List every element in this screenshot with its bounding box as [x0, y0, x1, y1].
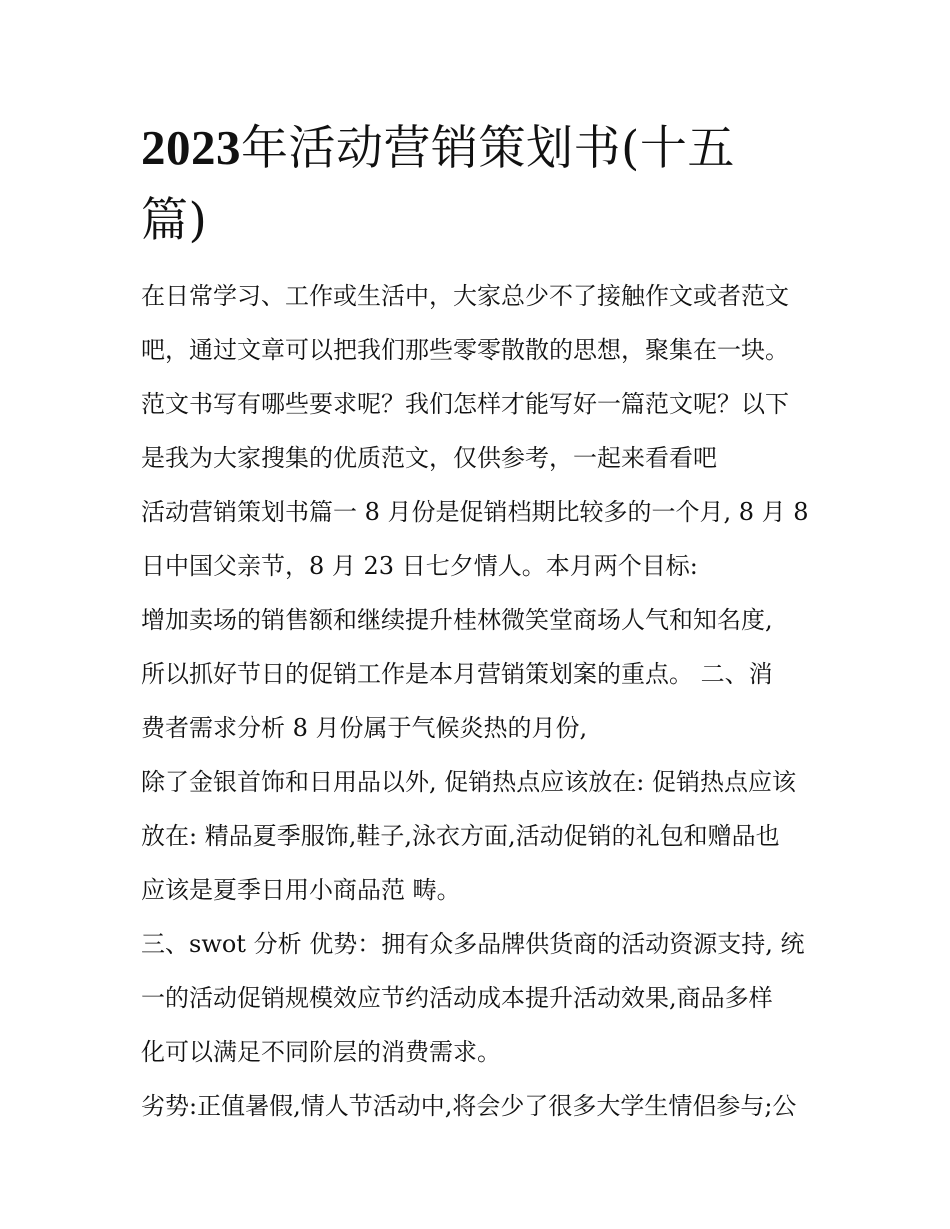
title-line-2: 篇) — [141, 193, 208, 248]
document-body — [141, 269, 821, 1133]
title-text: 年活动营销策划书(十五 — [241, 121, 735, 176]
body-line: 一的活动促销规模效应节约活动成本提升活动效果,商品多样 — [141, 984, 773, 1012]
body-line: 三、swot 分析 优势：拥有众多品牌供货商的活动资源支持, 统 — [141, 930, 805, 958]
body-line: 劣势:正值暑假,情人节活动中,将会少了很多大学生情侣参与;公 — [141, 1092, 797, 1120]
body-line: 增加卖场的销售额和继续提升桂林微笑堂商场人气和知名度, — [141, 606, 773, 634]
body-line: 活动营销策划书篇一 8 月份是促销档期比较多的一个月, 8 月 8 — [141, 498, 809, 526]
title-line-1 — [141, 112, 821, 185]
body-line: 范文书写有哪些要求呢？我们怎样才能写好一篇范文呢？以下 — [141, 390, 789, 418]
body-line: 放在: 精品夏季服饰,鞋子,泳衣方面,活动促销的礼包和赠品也 — [141, 822, 780, 850]
body-line: 除了金银首饰和日用品以外, 促销热点应该放在: 促销热点应该 — [141, 768, 796, 796]
body-line: 在日常学习、工作或生活中，大家总少不了接触作文或者范文 — [141, 282, 789, 310]
body-line: 吧，通过文章可以把我们那些零零散散的思想，聚集在一块。 — [141, 336, 789, 364]
document-title — [141, 112, 821, 257]
body-line: 所以抓好节日的促销工作是本月营销策划案的重点。 二、消 — [141, 660, 773, 688]
document-page — [141, 112, 821, 1133]
body-line: 化可以满足不同阶层的消费需求。 — [141, 1038, 501, 1066]
body-line: 日中国父亲节，8 月 23 日七夕情人。本月两个目标: — [141, 552, 698, 580]
title-year: 2023 — [141, 120, 241, 175]
body-line: 应该是夏季日用小商品范 畴。 — [141, 876, 461, 904]
body-line: 是我为大家搜集的优质范文，仅供参考，一起来看看吧 — [141, 444, 717, 472]
body-line: 费者需求分析 8 月份属于气候炎热的月份, — [141, 714, 588, 742]
